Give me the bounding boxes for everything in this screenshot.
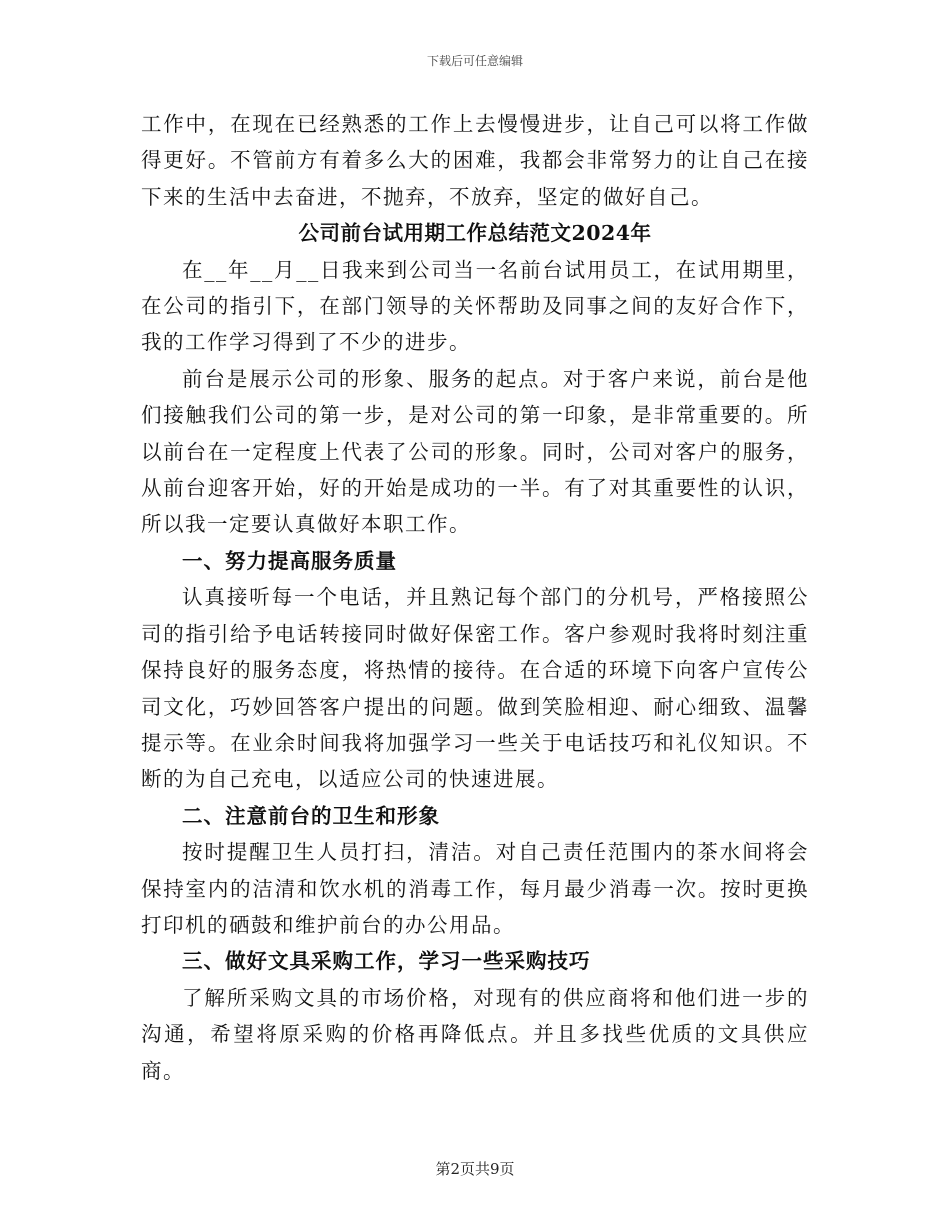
section-1-heading: 一、努力提高服务质量 [182, 548, 397, 573]
section-1-body: 认真接听每一个电话，并且熟记每个部门的分机号，严格接照公司的指引给予电话转接同时做好保密工作。客户参观时我将时刻注重保持良好的服务态度，将热情的接待。在合适的环境下向客户宣传公司文化，巧妙回答客户提出的问题。做到笑脸相迎、耐心细致、温馨提示等。在业余时间我将加强学习一些关于电话技巧和礼仪知识。不断的为自己充电，以适应公司的快速进展。 [141, 585, 809, 792]
paragraph-1: 在__年__月__日我来到公司当一名前台试用员工，在试用期里，在公司的指引下，在部门领导的关怀帮助及同事之间的友好合作下，我的工作学习得到了不少的进步。 [141, 257, 809, 355]
header-note: 下载后可任意编辑 [426, 54, 523, 68]
paragraph-2: 前台是展示公司的形象、服务的起点。对于客户来说，前台是他们接触我们公司的第一步，是对公司的第一印象，是非常重要的。所以前台在一定程度上代表了公司的形象。同时，公司对客户的服务，从前台迎客开始，好的开始是成功的一半。有了对其重要性的认识，所以我一定要认真做好本职工作。 [141, 366, 809, 537]
section-3-heading: 三、做好文具采购工作，学习一些采购技巧 [182, 949, 591, 974]
section-2-heading: 二、注意前台的卫生和形象 [182, 803, 440, 828]
page-indicator: 第2页共9页 [435, 1160, 515, 1178]
document-body [141, 106, 809, 1089]
section-2-body: 按时提醒卫生人员打扫，清洁。对自己责任范围内的茶水间将会保持室内的洁清和饮水机的消毒工作，每月最少消毒一次。按时更换打印机的硒鼓和维护前台的办公用品。 [141, 840, 809, 937]
document-title: 公司前台试用期工作总结范文2024年 [298, 221, 652, 246]
section-3-body: 了解所采购文具的市场价格，对现有的供应商将和他们进一步的沟通，希望将原采购的价格再降低点。并且多找些优质的文具供应商。 [141, 985, 809, 1083]
intro-paragraph: 工作中，在现在已经熟悉的工作上去慢慢进步，让自己可以将工作做得更好。不管前方有着多么大的困难，我都会非常努力的让自己在接下来的生活中去奋进，不抛弃，不放弃，坚定的做好自己。 [141, 112, 809, 209]
